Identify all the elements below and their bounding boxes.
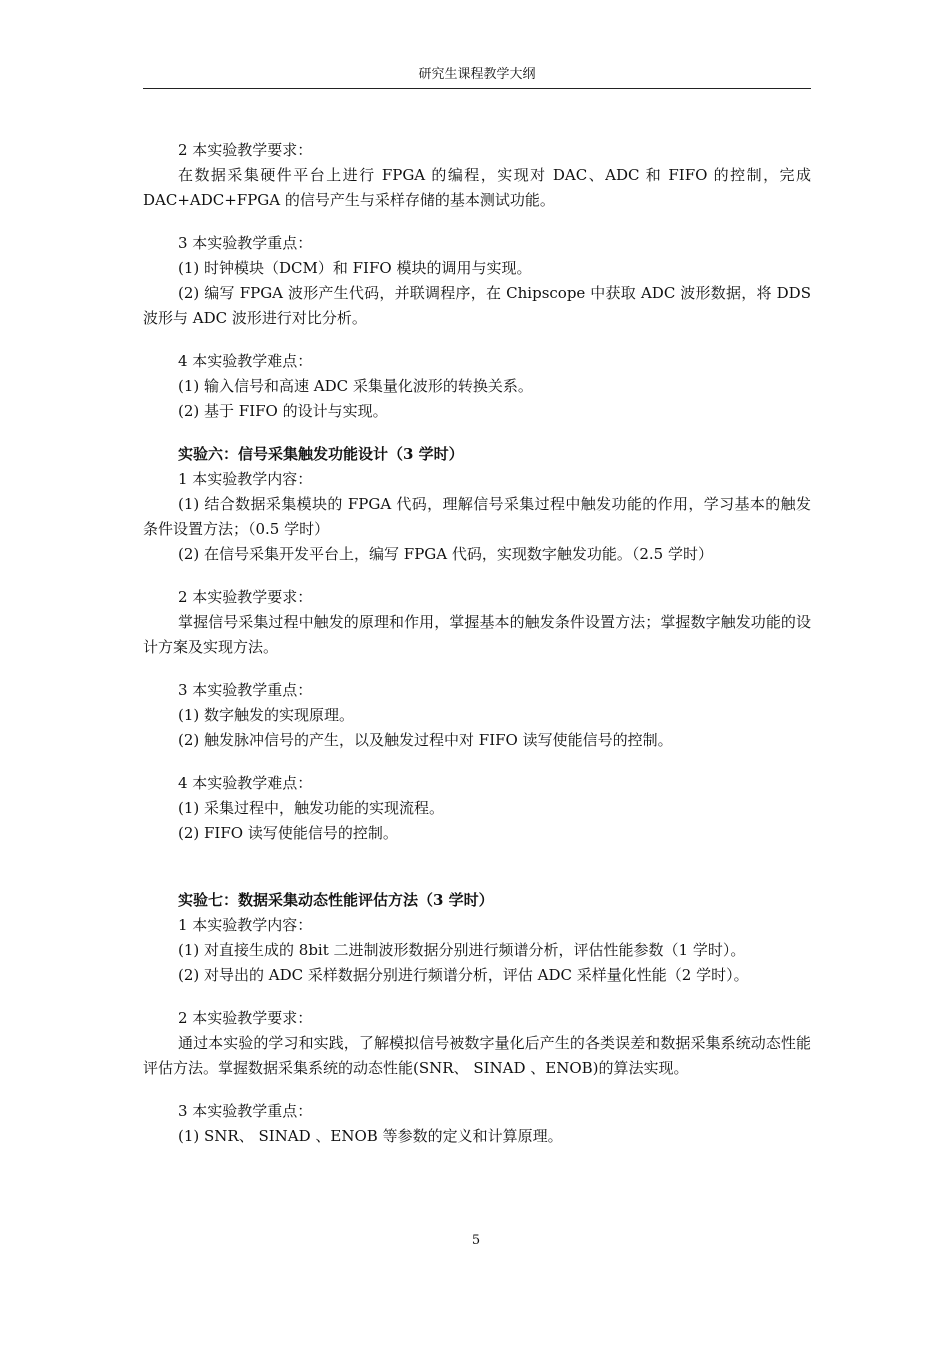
- list-item: (1) 采集过程中，触发功能的实现流程。: [178, 799, 445, 817]
- list-item: (2) 基于 FIFO 的设计与实现。: [178, 402, 388, 420]
- list-item: (1) 时钟模块（DCM）和 FIFO 模块的调用与实现。: [178, 259, 532, 277]
- list-item: (1) 对直接生成的 8bit 二进制波形数据分别进行频谱分析，评估性能参数（1 学时）。: [178, 941, 746, 959]
- text-line: 2 本实验教学要求：: [178, 141, 313, 159]
- text-paragraph: 掌握信号采集过程中触发的原理和作用，掌握基本的触发条件设置方法；掌握数字触发功能的设计方案及实现方法。: [143, 613, 811, 656]
- text-line: 3 本实验教学重点：: [178, 234, 313, 252]
- text-line: 4 本实验教学难点：: [178, 774, 313, 792]
- page-number: 5: [471, 1233, 481, 1248]
- text-line: 1 本实验教学内容：: [178, 916, 313, 934]
- list-item: (2) 在信号采集开发平台上，编写 FPGA 代码，实现数字触发功能。（2.5 学时）: [178, 545, 713, 563]
- text-line: 4 本实验教学难点：: [178, 352, 313, 370]
- list-item: (2) 触发脉冲信号的产生，以及触发过程中对 FIFO 读写使能信号的控制。: [178, 731, 673, 749]
- section-heading: 实验六：信号采集触发功能设计（3 学时）: [178, 445, 464, 463]
- text-line: 2 本实验教学要求：: [178, 1009, 313, 1027]
- text-paragraph: 通过本实验的学习和实践，了解模拟信号被数字量化后产生的各类误差和数据采集系统动态性能评估方法。掌握数据采集系统的动态性能(SNR、 SINAD 、ENOB)的算法实现。: [143, 1034, 811, 1077]
- list-item: (1) SNR、 SINAD 、ENOB 等参数的定义和计算原理。: [178, 1127, 563, 1145]
- page-header: [143, 66, 811, 89]
- text-paragraph: 在数据采集硬件平台上进行 FPGA 的编程，实现对 DAC、ADC 和 FIFO 的控制，完成 DAC+ADC+FPGA 的信号产生与采样存储的基本测试功能。: [143, 166, 811, 209]
- list-item: (1) 结合数据采集模块的 FPGA 代码，理解信号采集过程中触发功能的作用，学习基本的触发条件设置方法；（0.5 学时）: [143, 495, 811, 538]
- text-line: 2 本实验教学要求：: [178, 588, 313, 606]
- document-body: [143, 138, 811, 1149]
- text-line: 3 本实验教学重点：: [178, 681, 313, 699]
- list-item: (1) 输入信号和高速 ADC 采集量化波形的转换关系。: [178, 377, 533, 395]
- list-item: (2) FIFO 读写使能信号的控制。: [178, 824, 398, 842]
- section-heading: 实验七：数据采集动态性能评估方法（3 学时）: [178, 891, 494, 909]
- list-item: (1) 数字触发的实现原理。: [178, 706, 355, 724]
- text-line: 1 本实验教学内容：: [178, 470, 313, 488]
- list-item: (2) 编写 FPGA 波形产生代码，并联调程序，在 Chipscope 中获取 ADC 波形数据，将 DDS 波形与 ADC 波形进行对比分析。: [143, 284, 811, 327]
- header-title: 研究生课程教学大纲: [418, 67, 536, 82]
- list-item: (2) 对导出的 ADC 采样数据分别进行频谱分析，评估 ADC 采样量化性能（2 学时）。: [178, 966, 749, 984]
- text-line: 3 本实验教学重点：: [178, 1102, 313, 1120]
